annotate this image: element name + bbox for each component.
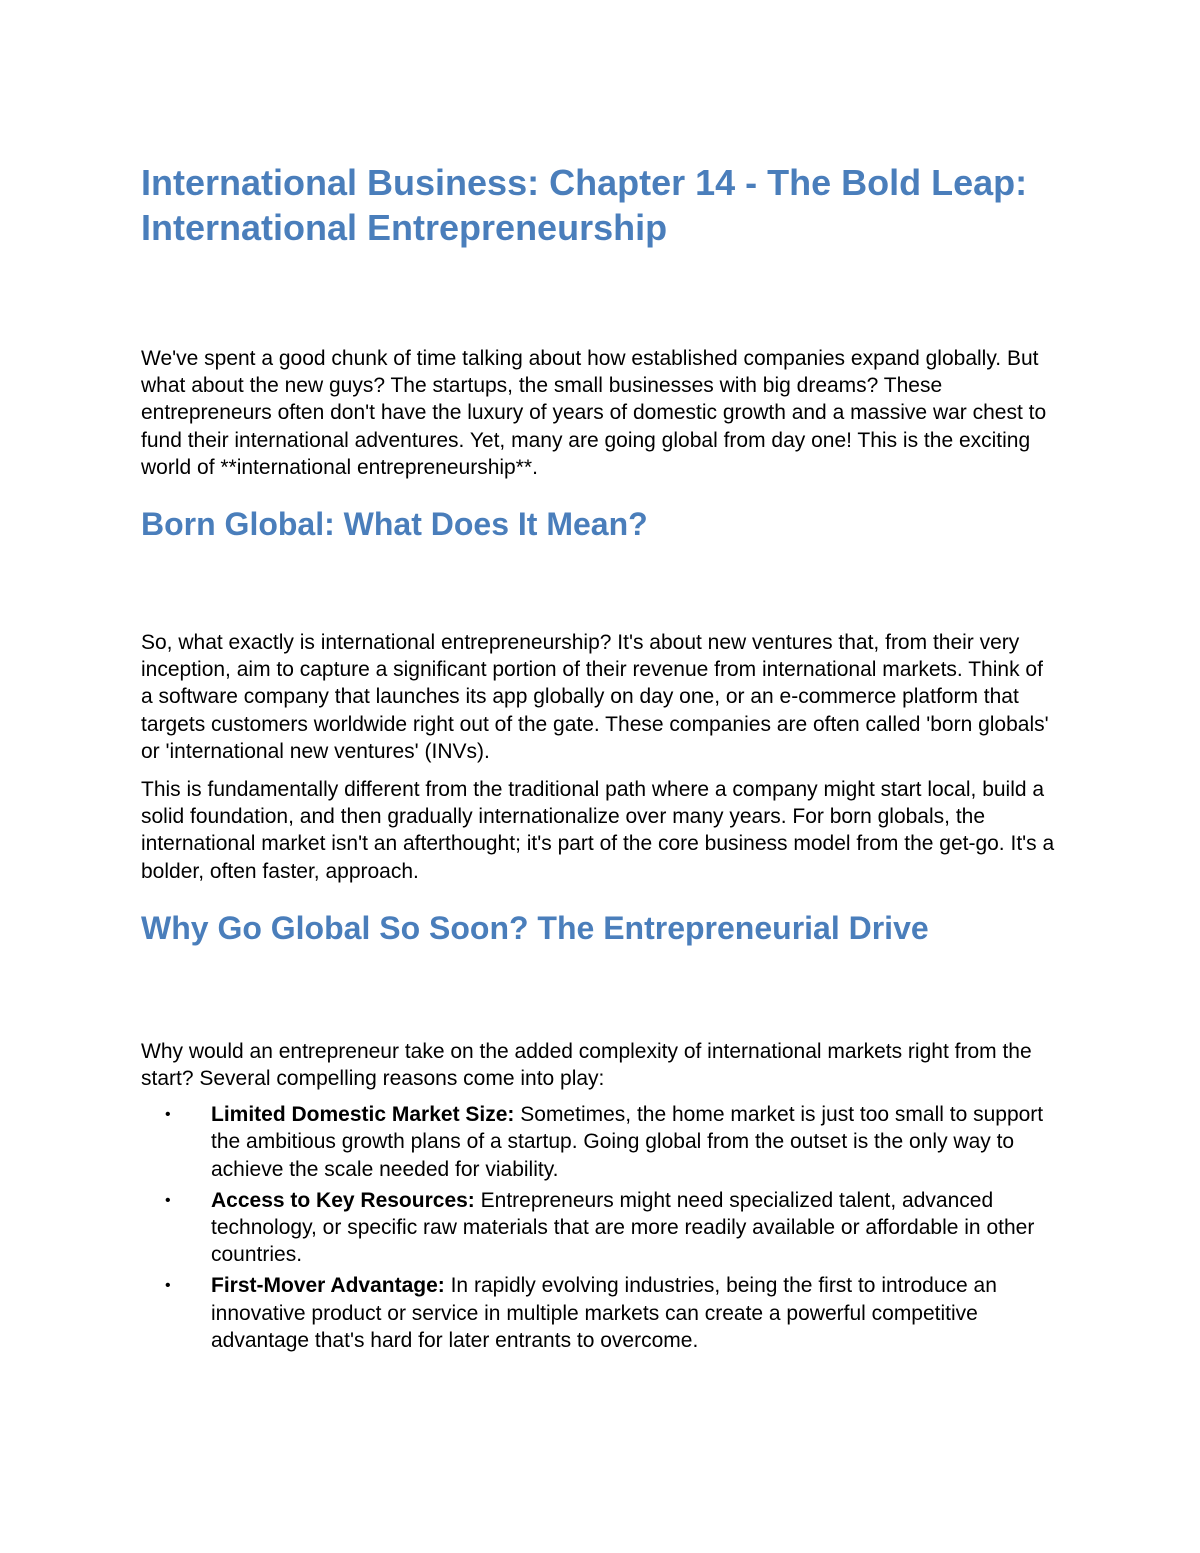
intro-paragraph: We've spent a good chunk of time talking about how established companies expand globally. But what about the new guys? The startups, the small businesses with big dreams? These entrepreneurs often don't have the luxury of years of domestic growth and a massive war chest to fund their international adventures. Yet, many are going global from day one! This is the exciting world of **international entrepreneurship**. [141,347,1047,479]
list-item-text: In rapidly evolving industries, being the first to introduce an innovative product or service in multiple markets can create a powerful competitive advantage that's hard for later entrants to overcome. [211,1274,997,1352]
list-item [141,1187,1056,1269]
section-heading-why-go-global: Why Go Global So Soon? The Entrepreneurial Drive [141,909,929,946]
section-heading-born-global: Born Global: What Does It Mean? [141,506,648,543]
list-item-label: Limited Domestic Market Size: [211,1103,515,1127]
list-item-label: Access to Key Resources: [211,1188,475,1212]
bullet-icon: • [165,1191,171,1209]
document-title: International Business: Chapter 14 - The Bold Leap: International Entrepreneurship [141,162,1028,248]
reasons-list [141,1101,1056,1354]
born-global-paragraph-2: This is fundamentally different from the traditional path where a company might start local, build a solid foundation, and then gradually internationalize over many years. For born globals, the international market isn't an afterthought; it's part of the core business model from the get-go. It's a bolder, often faster, approach. [141,778,1055,883]
bullet-icon: • [165,1277,171,1295]
born-global-paragraph-1: So, what exactly is international entrepreneurship? It's about new ventures that, from their very inception, aim to capture a significant portion of their revenue from international markets. Think of a software company that launches its app globally on day one, or an e-commerce platform that targets customers worldwide right out of the gate. These companies are often called 'born globals' or 'international new ventures' (INVs). [141,631,1049,763]
list-item [141,1101,1056,1183]
document-page [141,160,1056,1354]
why-go-global-paragraph: Why would an entrepreneur take on the added complexity of international markets right from the start? Several compelling reasons come into play: [141,1039,1032,1091]
list-item-label: First-Mover Advantage: [211,1274,445,1298]
bullet-icon: • [165,1106,171,1124]
list-item-text: Sometimes, the home market is just too small to support the ambitious growth plans of a startup. Going global from the outset is the only way to achieve the scale needed for viability. [211,1103,1044,1181]
list-item [141,1272,1056,1354]
list-item-text: Entrepreneurs might need specialized talent, advanced technology, or specific raw materials that are more readily available or affordable in other countries. [211,1188,1035,1267]
